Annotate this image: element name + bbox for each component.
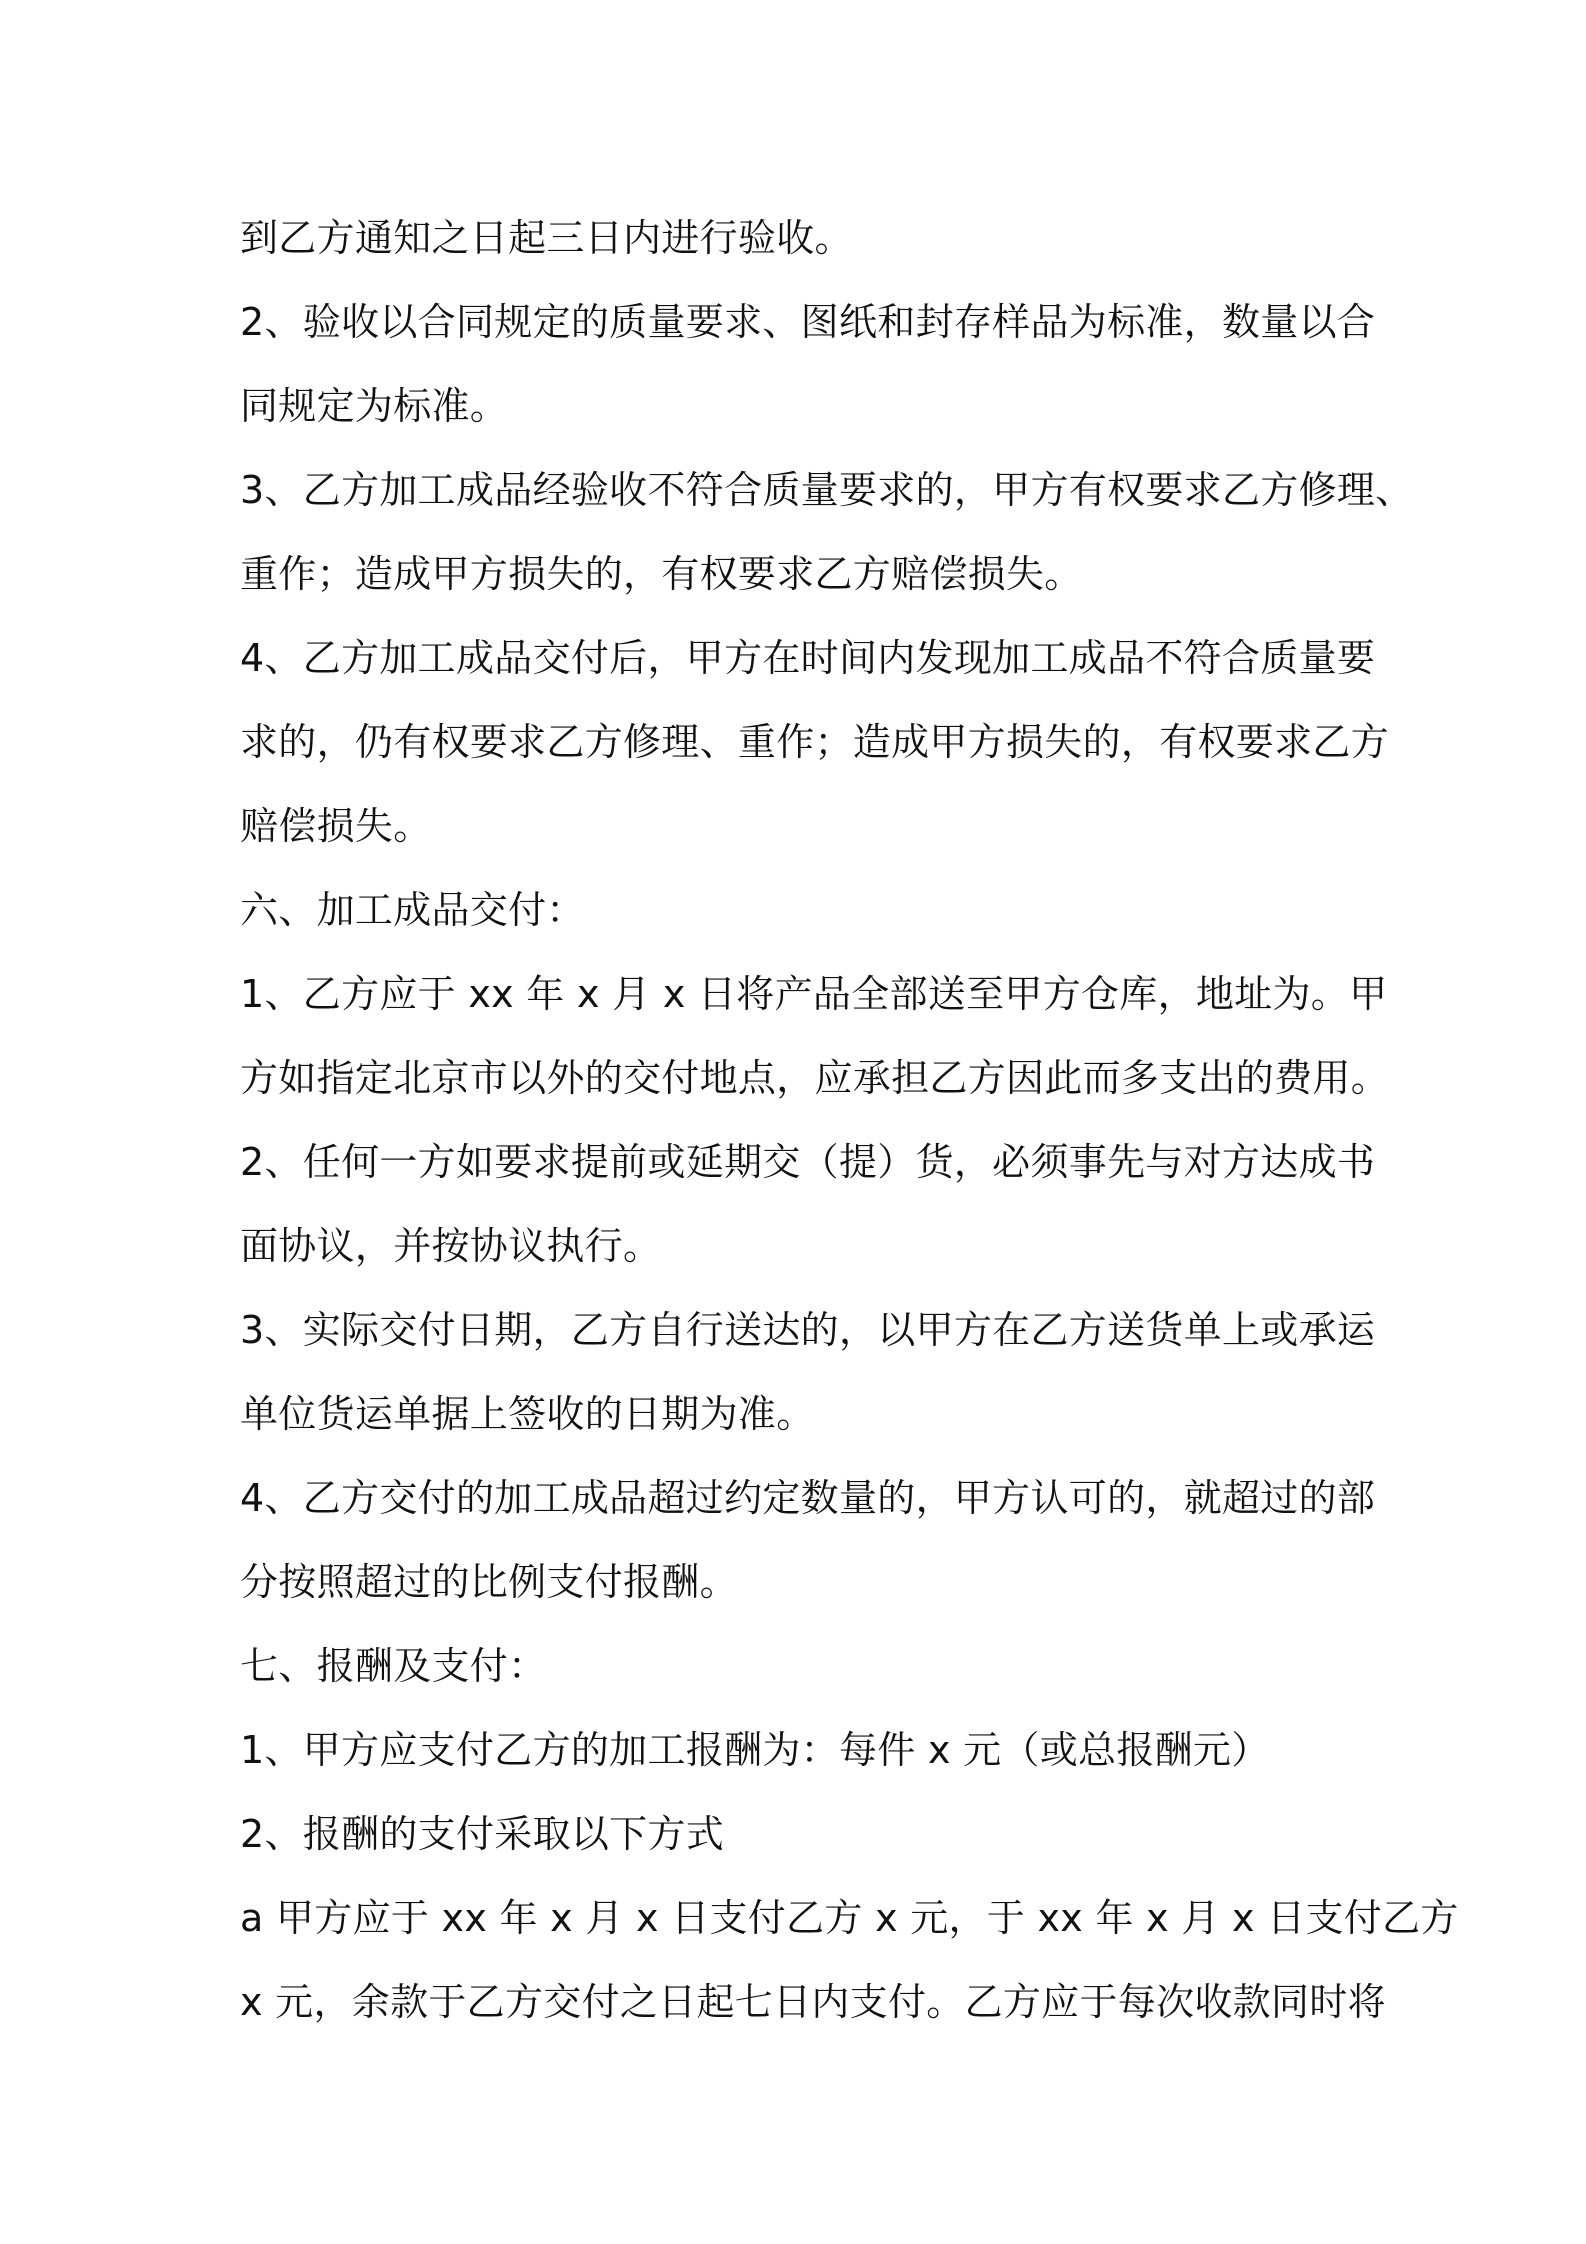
- text-line: 到乙方通知之日起三日内进行验收。: [240, 216, 853, 260]
- text-line: 1、乙方应于 xx 年 x 月 x 日将产品全部送至甲方仓库，地址为。甲: [240, 972, 1388, 1016]
- text-line: 4、乙方加工成品交付后，甲方在时间内发现加工成品不符合质量要: [240, 636, 1376, 680]
- text-line: 2、任何一方如要求提前或延期交（提）货，必须事先与对方达成书: [240, 1140, 1376, 1184]
- text-line: 重作；造成甲方损失的，有权要求乙方赔偿损失。: [240, 552, 1083, 596]
- text-line: 分按照超过的比例支付报酬。: [240, 1560, 738, 1604]
- text-line: a 甲方应于 xx 年 x 月 x 日支付乙方 x 元，于 xx 年 x 月 x 日支付乙方: [240, 1896, 1459, 1940]
- text-line: 同规定为标准。: [240, 384, 509, 428]
- text-line: 2、验收以合同规定的质量要求、图纸和封存样品为标准，数量以合: [240, 300, 1376, 344]
- section-heading: 七、报酬及支付：: [240, 1644, 547, 1688]
- text-line: x 元，余款于乙方交付之日起七日内支付。乙方应于每次收款同时将: [240, 1980, 1386, 2024]
- text-line: 单位货运单据上签收的日期为准。: [240, 1392, 815, 1436]
- text-line: 面协议，并按协议执行。: [240, 1224, 662, 1268]
- text-line: 求的，仍有权要求乙方修理、重作；造成甲方损失的，有权要求乙方: [240, 720, 1390, 764]
- text-line: 1、甲方应支付乙方的加工报酬为：每件 x 元（或总报酬元）: [240, 1728, 1270, 1772]
- text-line: 3、实际交付日期，乙方自行送达的，以甲方在乙方送货单上或承运: [240, 1308, 1376, 1352]
- section-heading: 六、加工成品交付：: [240, 888, 585, 932]
- text-line: 3、乙方加工成品经验收不符合质量要求的，甲方有权要求乙方修理、: [240, 468, 1414, 512]
- text-line: 4、乙方交付的加工成品超过约定数量的，甲方认可的，就超过的部: [240, 1476, 1376, 1520]
- text-line: 赔偿损失。: [240, 804, 432, 848]
- text-line: 方如指定北京市以外的交付地点，应承担乙方因此而多支出的费用。: [240, 1056, 1390, 1100]
- text-line: 2、报酬的支付采取以下方式: [240, 1812, 725, 1856]
- document-body: [240, 196, 1459, 2044]
